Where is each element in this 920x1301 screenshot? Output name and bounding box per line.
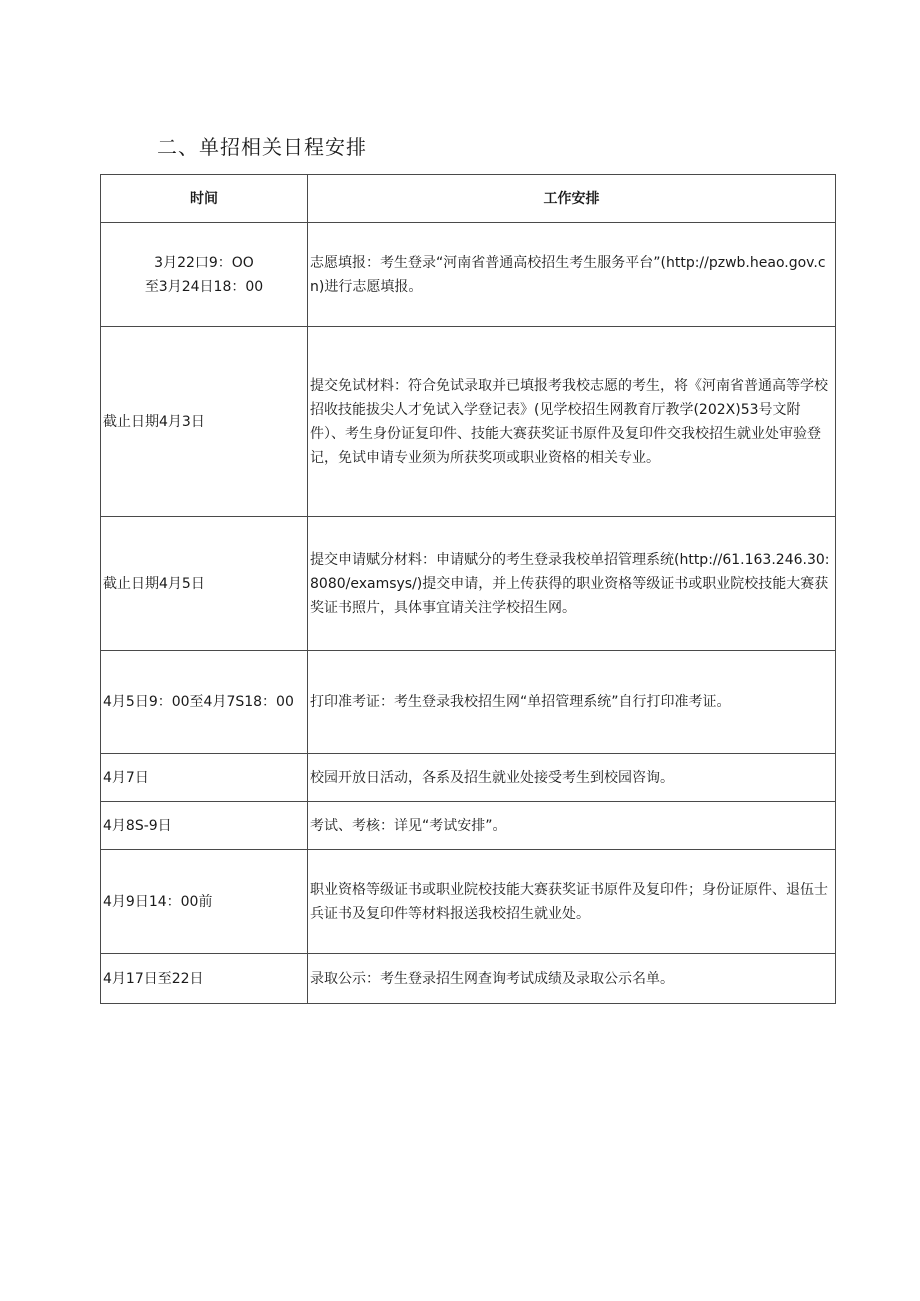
row-task: 考试、考核：详见“考试安排”。 <box>308 802 836 850</box>
row-time: 4月17日至22日 <box>101 954 308 1004</box>
row-time <box>101 223 308 327</box>
row-task: 提交申请赋分材料：申请赋分的考生登录我校单招管理系统(http://61.163.246.30:8080/examsys/)提交申请，并上传获得的职业资格等级证书或职业院校技能大赛获奖证书照片，具体事宜请关注学校招生网。 <box>308 517 836 651</box>
table-row <box>101 754 836 802</box>
row-time: 截止日期4月5日 <box>101 517 308 651</box>
table-header-row <box>101 175 836 223</box>
row-task: 志愿填报：考生登录“河南省普通高校招生考生服务平台”(http://pzwb.heao.gov.cn)进行志愿填报。 <box>308 223 836 327</box>
table-row <box>101 802 836 850</box>
schedule-table <box>100 174 836 1004</box>
table-row <box>101 517 836 651</box>
row-task: 校园开放日活动，各系及招生就业处接受考生到校园咨询。 <box>308 754 836 802</box>
row-task: 打印准考证：考生登录我校招生网“单招管理系统”自行打印准考证。 <box>308 651 836 754</box>
section-title: 二、单招相关日程安排 <box>157 135 367 159</box>
row-time: 4月7日 <box>101 754 308 802</box>
table-row <box>101 327 836 517</box>
row-task: 录取公示：考生登录招生网查询考试成绩及录取公示名单。 <box>308 954 836 1004</box>
row-time: 4月8S-9日 <box>101 802 308 850</box>
row-time: 4月9日14：00前 <box>101 850 308 954</box>
header-time: 时间 <box>101 175 308 223</box>
row-time-line2: 至3月24日18：00 <box>144 278 264 295</box>
row-time-line1: 3月22口9：OO <box>154 254 254 271</box>
table-row <box>101 954 836 1004</box>
table-row <box>101 850 836 954</box>
row-time: 4月5日9：00至4月7S18：00 <box>101 651 308 754</box>
row-task: 职业资格等级证书或职业院校技能大赛获奖证书原件及复印件；身份证原件、退伍士兵证书及复印件等材料报送我校招生就业处。 <box>308 850 836 954</box>
table-row <box>101 223 836 327</box>
header-task: 工作安排 <box>308 175 836 223</box>
row-task: 提交免试材料：符合免试录取并已填报考我校志愿的考生，将《河南省普通高等学校招收技能拔尖人才免试入学登记表》(见学校招生网教育厅教学(202X)53号文附件）、考生身份证复印件、技能大赛获奖证书原件及复印件交我校招生就业处审验登记，免试申请专业须为所获奖项或职业资格的相关专业。 <box>308 327 836 517</box>
row-time: 截止日期4月3日 <box>101 327 308 517</box>
table-row <box>101 651 836 754</box>
